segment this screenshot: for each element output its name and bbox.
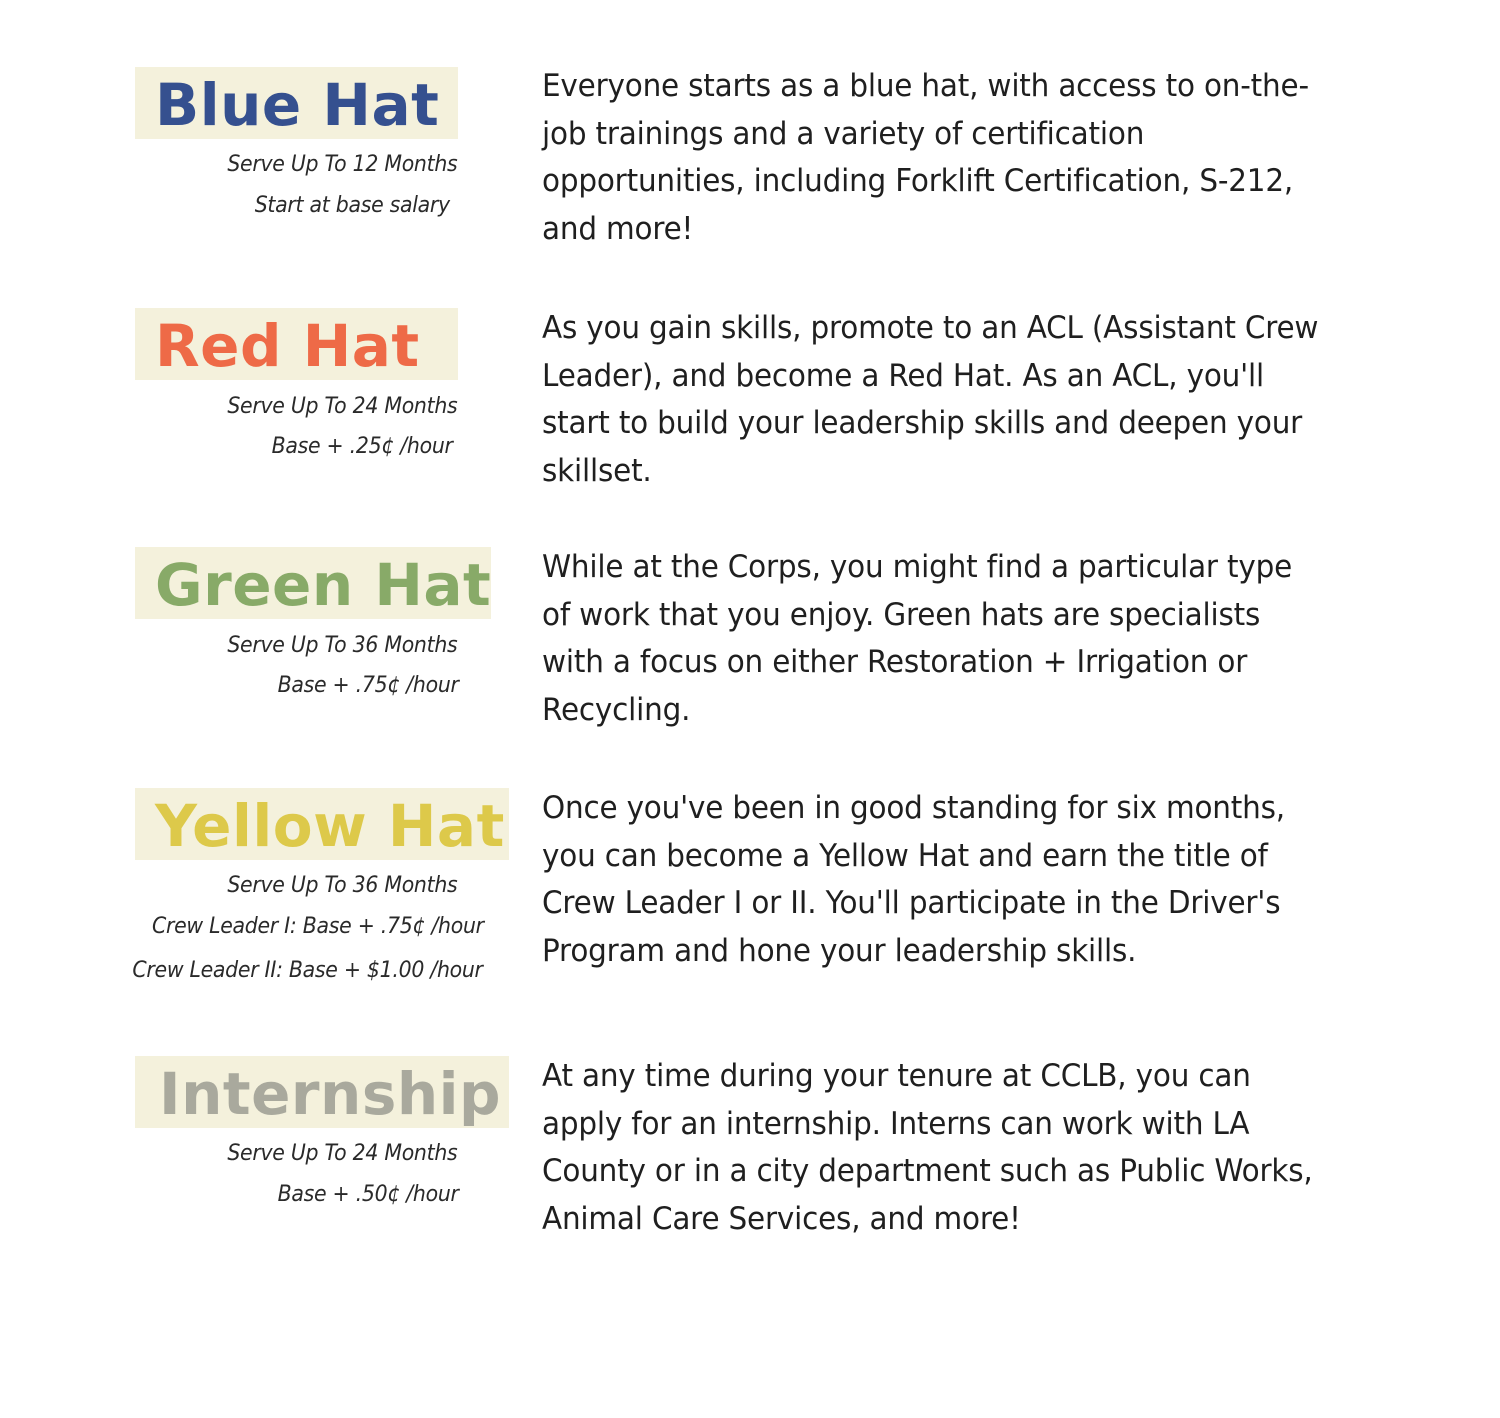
description-line: Everyone starts as a blue hat, with access to on-the-	[542, 68, 1309, 104]
description-line: skillset.	[542, 452, 652, 489]
internship-pay: Base + .50¢ /hour	[277, 1182, 459, 1207]
red-hat-title: Red Hat	[135, 308, 458, 380]
internship-description	[542, 1053, 1362, 1243]
yellow-hat-term: Serve Up To 36 Months	[226, 873, 457, 898]
internship-title: Internship	[135, 1056, 509, 1128]
description-line: start to build your leadership skills and deepen your	[542, 405, 1303, 441]
green-hat-description	[542, 544, 1362, 734]
green-hat-pay: Base + .75¢ /hour	[277, 673, 459, 698]
description-line: As you gain skills, promote to an ACL (Assistant Crew	[542, 310, 1319, 346]
yellow-hat-title: Yellow Hat	[135, 788, 509, 860]
red-hat-description	[542, 305, 1362, 495]
blue-hat-pay: Start at base salary	[254, 193, 450, 218]
yellow-hat-description	[542, 785, 1362, 975]
description-line: of work that you enjoy. Green hats are specialists	[542, 596, 1261, 633]
red-hat-term: Serve Up To 24 Months	[226, 394, 457, 419]
description-line: Recycling.	[542, 691, 691, 728]
blue-hat-description	[542, 63, 1362, 253]
blue-hat-term: Serve Up To 12 Months	[226, 152, 457, 177]
description-line: While at the Corps, you might find a particular type	[542, 549, 1293, 585]
description-line: At any time during your tenure at CCLB, you can	[542, 1058, 1251, 1094]
description-line: you can become a Yellow Hat and earn the title of	[542, 837, 1268, 874]
description-line: and more!	[542, 210, 694, 247]
description-line: apply for an internship. Interns can work with LA	[542, 1105, 1250, 1142]
blue-hat-title: Blue Hat	[135, 67, 458, 139]
description-line: with a focus on either Restoration + Irrigation or	[542, 644, 1248, 680]
description-line: County or in a city department such as Public Works,	[542, 1153, 1313, 1189]
green-hat-title: Green Hat	[135, 547, 491, 619]
description-line: Program and hone your leadership skills.	[542, 932, 1137, 969]
yellow-hat-pay-crew-leader-1: Crew Leader I: Base + .75¢ /hour	[152, 914, 484, 939]
yellow-hat-pay-crew-leader-2: Crew Leader II: Base + $1.00 /hour	[132, 958, 483, 983]
description-line: Once you've been in good standing for six months,	[542, 790, 1285, 826]
internship-term: Serve Up To 24 Months	[226, 1141, 457, 1166]
green-hat-term: Serve Up To 36 Months	[226, 633, 457, 658]
description-line: Leader), and become a Red Hat. As an ACL, you'll	[542, 357, 1265, 394]
description-line: opportunities, including Forklift Certification, S-212,	[542, 163, 1294, 199]
description-line: Animal Care Services, and more!	[542, 1200, 1021, 1237]
description-line: Crew Leader I or II. You'll participate in the Driver's	[542, 885, 1281, 921]
red-hat-pay: Base + .25¢ /hour	[271, 434, 453, 459]
description-line: job trainings and a variety of certification	[542, 115, 1145, 152]
